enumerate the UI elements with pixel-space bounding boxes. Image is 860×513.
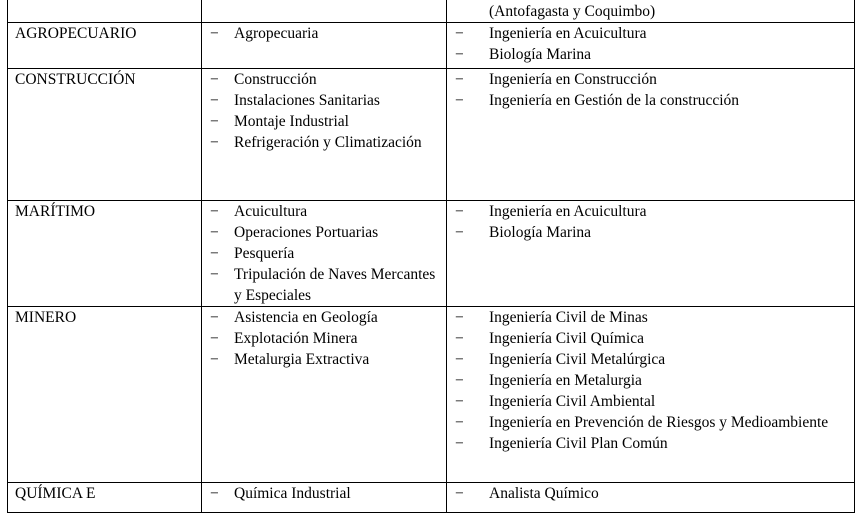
programs-cell (447, 69, 855, 201)
careers-cell (202, 307, 447, 483)
programs-cell (447, 23, 855, 69)
programs-cell (447, 483, 855, 513)
table-row (8, 307, 855, 483)
list-item: (Antofagasta y Coquimbo) (489, 3, 656, 20)
careers-cell (202, 0, 447, 23)
sector-cell (8, 69, 202, 201)
careers-cell (202, 69, 447, 201)
list-item: − Asistencia en Geología (210, 309, 378, 326)
sector-cell (8, 23, 202, 69)
careers-cell (202, 483, 447, 513)
list-item: − Biología Marina (455, 224, 592, 241)
list-item: − Ingeniería Civil de Minas (455, 309, 648, 326)
list-item: − Ingeniería en Gestión de la construcción (455, 92, 740, 109)
list-item: − Operaciones Portuarias (210, 224, 379, 241)
list-item: − Construcción (210, 71, 317, 88)
list-item: − Ingeniería en Construcción (455, 71, 657, 88)
table-row (8, 483, 855, 513)
table-row (8, 23, 855, 69)
sector-label: CONSTRUCCIÓN (15, 71, 136, 88)
list-item: − Ingeniería en Acuicultura (455, 25, 647, 42)
list-item: − Acuicultura (210, 203, 308, 220)
list-item: − Ingeniería en Prevención de Riesgos y Medioambiente (455, 414, 829, 431)
table-row (8, 201, 855, 307)
career-correspondence-table (7, 0, 855, 513)
list-item: − Analista Químico (455, 485, 599, 502)
list-item: − Agropecuaria (210, 25, 319, 42)
sector-label: MARÍTIMO (15, 203, 96, 220)
list-item: − Ingeniería en Metalurgia (455, 372, 642, 389)
list-item: − Biología Marina (455, 46, 592, 63)
sector-cell (8, 307, 202, 483)
sector-cell (8, 0, 202, 23)
careers-cell (202, 23, 447, 69)
list-item: − Química Industrial (210, 485, 351, 502)
careers-cell (202, 201, 447, 307)
list-item: − Explotación Minera (210, 330, 358, 347)
programs-cell (447, 201, 855, 307)
list-item: − Tripulación de Naves Mercantes y Especiales (210, 266, 436, 304)
list-item: − Ingeniería en Acuicultura (455, 203, 647, 220)
list-item: − Refrigeración y Climatización (210, 134, 422, 151)
sector-label: AGROPECUARIO (15, 25, 137, 42)
programs-cell (447, 0, 855, 23)
table-row (8, 0, 855, 23)
list-item: − Ingeniería Civil Ambiental (455, 393, 656, 410)
list-item: − Ingeniería Civil Metalúrgica (455, 351, 666, 368)
list-item: − Ingeniería Civil Química (455, 330, 644, 347)
sector-cell (8, 483, 202, 513)
list-item: − Metalurgia Extractiva (210, 351, 370, 368)
list-item: − Instalaciones Sanitarias (210, 92, 380, 109)
table-row (8, 69, 855, 201)
sector-label: MINERO (15, 309, 77, 326)
sector-cell (8, 201, 202, 307)
list-item: − Ingeniería Civil Plan Común (455, 435, 668, 452)
list-item: − Pesquería (210, 245, 295, 262)
programs-cell (447, 307, 855, 483)
sector-label: QUÍMICA E (15, 485, 96, 502)
list-item: − Montaje Industrial (210, 113, 349, 130)
